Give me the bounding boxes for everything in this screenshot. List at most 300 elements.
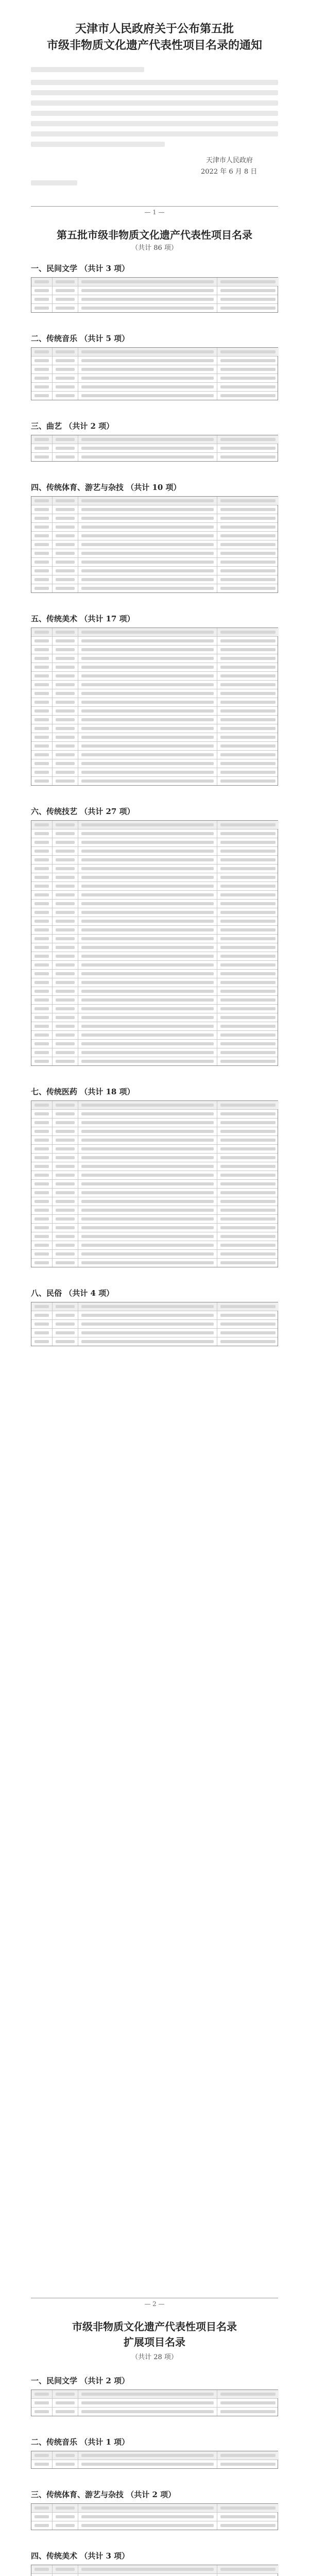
cell-text-placeholder	[81, 683, 214, 686]
cell-text-placeholder	[81, 893, 214, 896]
table-cell	[217, 935, 279, 943]
table-cell	[217, 278, 279, 286]
cell-text-placeholder	[35, 1305, 49, 1308]
table-row	[31, 557, 278, 566]
table-cell	[31, 908, 52, 917]
cell-text-placeholder	[35, 955, 49, 958]
table-cell	[52, 935, 78, 943]
cell-text-placeholder	[56, 1051, 75, 1054]
project-table	[31, 347, 278, 400]
cell-text-placeholder	[81, 1244, 214, 1247]
table-cell	[217, 751, 279, 759]
table-cell	[78, 777, 217, 785]
table-cell	[217, 1154, 279, 1162]
table-header-row	[31, 2565, 278, 2573]
cell-text-placeholder	[220, 1130, 276, 1133]
cell-text-placeholder	[220, 1235, 276, 1238]
cell-text-placeholder	[56, 561, 75, 564]
table-row	[31, 382, 278, 391]
table-cell	[31, 383, 52, 391]
table-row	[31, 1311, 278, 1319]
table-cell	[31, 751, 52, 759]
table-cell	[31, 1127, 52, 1136]
table-cell	[78, 900, 217, 908]
table-row	[31, 1249, 278, 1258]
table-cell	[78, 1189, 217, 1197]
cell-text-placeholder	[81, 1200, 214, 1203]
table-cell	[217, 1101, 279, 1109]
issue-date: 2022 年 6 月 8 日	[201, 168, 258, 176]
table-cell	[78, 1101, 217, 1109]
cell-text-placeholder	[35, 552, 49, 555]
table-cell	[31, 961, 52, 969]
table-cell	[78, 724, 217, 733]
cell-text-placeholder	[81, 841, 214, 844]
table-cell	[217, 2504, 279, 2512]
table-cell	[52, 654, 78, 663]
table-cell	[217, 2565, 279, 2573]
cell-text-placeholder	[56, 718, 75, 721]
table-row	[31, 303, 278, 312]
cell-text-placeholder	[81, 1042, 214, 1045]
table-cell	[78, 742, 217, 750]
table-cell	[78, 2451, 217, 2460]
cell-text-placeholder	[35, 648, 49, 651]
table-cell	[52, 1224, 78, 1232]
cell-text-placeholder	[35, 561, 49, 564]
table-cell	[217, 829, 279, 838]
table-cell	[31, 1040, 52, 1048]
table-cell	[78, 1022, 217, 1030]
table-cell	[217, 1048, 279, 1057]
table-cell	[52, 453, 78, 461]
table-cell	[31, 1145, 52, 1153]
table-row	[31, 365, 278, 374]
cell-text-placeholder	[56, 674, 75, 677]
cell-text-placeholder	[220, 2454, 276, 2457]
section-heading: 三、传统体育、游艺与杂技 （共计 2 项）	[31, 2490, 176, 2499]
table-header-row	[31, 2390, 278, 2398]
table-cell	[78, 549, 217, 557]
table-row	[31, 2573, 278, 2576]
cell-text-placeholder	[56, 578, 75, 581]
table-cell	[52, 637, 78, 645]
cell-text-placeholder	[220, 394, 276, 397]
table-cell	[52, 357, 78, 365]
cell-text-placeholder	[35, 771, 49, 774]
cell-text-placeholder	[81, 2506, 214, 2510]
cell-text-placeholder	[81, 359, 214, 362]
table-cell	[217, 943, 279, 952]
cell-text-placeholder	[56, 280, 75, 283]
table-cell	[217, 1127, 279, 1136]
cell-text-placeholder	[56, 1147, 75, 1150]
table-cell	[217, 575, 279, 584]
cell-text-placeholder	[81, 1261, 214, 1264]
table-cell	[78, 733, 217, 741]
table-cell	[52, 1189, 78, 1197]
cell-text-placeholder	[56, 1323, 75, 1326]
table-row	[31, 295, 278, 303]
cell-text-placeholder	[56, 963, 75, 967]
cell-text-placeholder	[35, 876, 49, 879]
table-row	[31, 1214, 278, 1223]
cell-text-placeholder	[35, 1252, 49, 1256]
cell-text-placeholder	[56, 438, 75, 441]
table-cell	[52, 987, 78, 995]
project-table	[31, 628, 278, 786]
table-cell	[78, 1215, 217, 1223]
cell-text-placeholder	[220, 657, 276, 660]
cell-text-placeholder	[56, 1314, 75, 1317]
table-cell	[52, 996, 78, 1004]
cell-text-placeholder	[35, 902, 49, 905]
cell-text-placeholder	[56, 307, 75, 310]
table-cell	[217, 768, 279, 776]
cell-text-placeholder	[35, 2454, 49, 2457]
table-row	[31, 1171, 278, 1179]
cell-text-placeholder	[220, 2506, 276, 2510]
table-row	[31, 1232, 278, 1241]
table-cell	[52, 978, 78, 987]
cell-text-placeholder	[81, 885, 214, 888]
cell-text-placeholder	[35, 368, 49, 371]
table-cell	[217, 2451, 279, 2460]
cell-text-placeholder	[220, 1033, 276, 1037]
cell-text-placeholder	[220, 1051, 276, 1054]
cell-text-placeholder	[81, 1139, 214, 1142]
table-cell	[31, 558, 52, 566]
cell-text-placeholder	[220, 289, 276, 292]
cell-text-placeholder	[56, 385, 75, 388]
table-cell	[52, 943, 78, 952]
cell-text-placeholder	[56, 648, 75, 651]
page-number: — 2 —	[144, 2300, 165, 2308]
table-cell	[78, 759, 217, 768]
cell-text-placeholder	[81, 779, 214, 783]
section-heading: 八、民俗 （共计 4 项）	[31, 1289, 114, 1298]
table-cell	[31, 357, 52, 365]
table-cell	[52, 2504, 78, 2512]
cell-text-placeholder	[35, 631, 49, 634]
cell-text-placeholder	[220, 1191, 276, 1194]
table-row	[31, 1004, 278, 1013]
cell-text-placeholder	[81, 289, 214, 292]
table-cell	[31, 891, 52, 899]
table-row	[31, 1337, 278, 1346]
table-cell	[31, 2390, 52, 2398]
cell-text-placeholder	[35, 359, 49, 362]
table-cell	[217, 1162, 279, 1171]
table-cell	[217, 821, 279, 829]
table-cell	[31, 1048, 52, 1057]
cell-text-placeholder	[81, 955, 214, 958]
cell-text-placeholder	[56, 1025, 75, 1028]
table-row	[31, 2512, 278, 2521]
table-cell	[217, 917, 279, 925]
cell-text-placeholder	[56, 2401, 75, 2404]
table-cell	[78, 707, 217, 715]
cell-text-placeholder	[35, 911, 49, 914]
table-cell	[52, 733, 78, 741]
section-heading: 二、传统音乐 （共计 1 项）	[31, 2437, 130, 2447]
table-cell	[52, 847, 78, 855]
table-cell	[217, 1337, 279, 1346]
table-row	[31, 680, 278, 689]
cell-text-placeholder	[81, 981, 214, 984]
table-cell	[78, 1005, 217, 1013]
table-cell	[52, 873, 78, 882]
table-cell	[78, 1337, 217, 1346]
table-cell	[78, 365, 217, 374]
table-cell	[78, 1013, 217, 1022]
cell-text-placeholder	[81, 963, 214, 967]
table-cell	[52, 1329, 78, 1337]
cell-text-placeholder	[56, 587, 75, 590]
table-cell	[31, 392, 52, 400]
table-cell	[217, 1057, 279, 1065]
table-cell	[78, 532, 217, 540]
cell-text-placeholder	[81, 1191, 214, 1194]
table-cell	[78, 540, 217, 549]
table-cell	[52, 707, 78, 715]
table-row	[31, 636, 278, 645]
cell-text-placeholder	[56, 2393, 75, 2396]
table-cell	[52, 2451, 78, 2460]
cell-text-placeholder	[81, 2410, 214, 2413]
cell-text-placeholder	[220, 517, 276, 520]
table-cell	[78, 1162, 217, 1171]
table-row	[31, 987, 278, 995]
cell-text-placeholder	[220, 631, 276, 634]
table-cell	[52, 1127, 78, 1136]
table-cell	[217, 891, 279, 899]
table-cell	[52, 505, 78, 514]
table-cell	[217, 847, 279, 855]
table-cell	[31, 348, 52, 356]
list1-total: （共计 86 项）	[131, 244, 178, 252]
table-row	[31, 759, 278, 768]
table-cell	[78, 1224, 217, 1232]
cell-text-placeholder	[81, 1112, 214, 1115]
project-table	[31, 820, 278, 1066]
cell-text-placeholder	[81, 377, 214, 380]
table-cell	[31, 374, 52, 382]
cell-text-placeholder	[35, 762, 49, 765]
cell-text-placeholder	[81, 744, 214, 748]
table-cell	[52, 295, 78, 303]
table-cell	[217, 584, 279, 592]
table-cell	[52, 1320, 78, 1328]
paragraph-line	[31, 90, 278, 95]
table-cell	[217, 348, 279, 356]
table-cell	[31, 1110, 52, 1118]
cell-text-placeholder	[81, 832, 214, 835]
table-cell	[31, 532, 52, 540]
table-cell	[78, 891, 217, 899]
project-table	[31, 2451, 278, 2469]
table-cell	[217, 2460, 279, 2468]
table-header-row	[31, 2451, 278, 2460]
cell-text-placeholder	[81, 990, 214, 993]
cell-text-placeholder	[81, 1051, 214, 1054]
cell-text-placeholder	[56, 990, 75, 993]
cell-text-placeholder	[35, 701, 49, 704]
table-cell	[52, 567, 78, 575]
cell-text-placeholder	[220, 455, 276, 459]
cell-text-placeholder	[35, 718, 49, 721]
cell-text-placeholder	[81, 517, 214, 520]
cell-text-placeholder	[35, 1331, 49, 1334]
cell-text-placeholder	[81, 350, 214, 353]
table-cell	[78, 1040, 217, 1048]
cell-text-placeholder	[56, 858, 75, 861]
cell-text-placeholder	[35, 2506, 49, 2510]
table-cell	[31, 733, 52, 741]
table-cell	[52, 1250, 78, 1258]
table-cell	[31, 1320, 52, 1328]
table-cell	[78, 1180, 217, 1188]
table-cell	[217, 1232, 279, 1241]
cell-text-placeholder	[81, 1060, 214, 1063]
cell-text-placeholder	[220, 1121, 276, 1124]
table-header-row	[31, 497, 278, 505]
cell-text-placeholder	[81, 718, 214, 721]
table-cell	[31, 435, 52, 444]
cell-text-placeholder	[220, 648, 276, 651]
table-cell	[78, 1320, 217, 1328]
cell-text-placeholder	[220, 972, 276, 975]
cell-text-placeholder	[35, 1156, 49, 1159]
cell-text-placeholder	[81, 1016, 214, 1019]
table-cell	[31, 2565, 52, 2573]
table-cell	[52, 628, 78, 636]
cell-text-placeholder	[56, 1130, 75, 1133]
table-cell	[217, 2521, 279, 2530]
cell-text-placeholder	[56, 727, 75, 730]
table-row	[31, 1039, 278, 1048]
cell-text-placeholder	[56, 359, 75, 362]
table-cell	[31, 1224, 52, 1232]
cell-text-placeholder	[35, 1016, 49, 1019]
cell-text-placeholder	[220, 779, 276, 783]
cell-text-placeholder	[81, 762, 214, 765]
cell-text-placeholder	[56, 1200, 75, 1203]
table-cell	[78, 497, 217, 505]
cell-text-placeholder	[81, 692, 214, 695]
cell-text-placeholder	[35, 867, 49, 870]
table-cell	[217, 1171, 279, 1179]
table-cell	[217, 392, 279, 400]
paragraph-line	[31, 180, 77, 185]
table-cell	[52, 856, 78, 864]
cell-text-placeholder	[56, 1331, 75, 1334]
cell-text-placeholder	[220, 1104, 276, 1107]
cell-text-placeholder	[35, 998, 49, 1002]
notice-title-line-2: 市级非物质文化遗产代表性项目名录的通知	[46, 39, 262, 52]
cell-text-placeholder	[220, 359, 276, 362]
table-cell	[78, 698, 217, 706]
cell-text-placeholder	[35, 1209, 49, 1212]
table-cell	[31, 1215, 52, 1223]
table-cell	[31, 654, 52, 663]
table-cell	[52, 1180, 78, 1188]
table-cell	[217, 759, 279, 768]
cell-text-placeholder	[81, 902, 214, 905]
table-cell	[217, 978, 279, 987]
table-cell	[78, 908, 217, 917]
table-cell	[217, 707, 279, 715]
table-cell	[217, 1040, 279, 1048]
table-cell	[52, 768, 78, 776]
table-cell	[31, 1206, 52, 1214]
table-cell	[217, 2390, 279, 2398]
table-cell	[78, 978, 217, 987]
table-row	[31, 925, 278, 934]
cell-text-placeholder	[56, 350, 75, 353]
cell-text-placeholder	[35, 377, 49, 380]
cell-text-placeholder	[56, 692, 75, 695]
table-cell	[217, 514, 279, 522]
table-cell	[217, 1241, 279, 1249]
cell-text-placeholder	[56, 639, 75, 642]
cell-text-placeholder	[56, 2524, 75, 2527]
table-row	[31, 776, 278, 785]
cell-text-placeholder	[35, 727, 49, 730]
cell-text-placeholder	[56, 377, 75, 380]
table-cell	[52, 2574, 78, 2576]
table-row	[31, 575, 278, 584]
table-cell	[52, 1171, 78, 1179]
table-row	[31, 768, 278, 776]
table-cell	[78, 1057, 217, 1065]
table-row	[31, 2407, 278, 2416]
table-cell	[78, 970, 217, 978]
table-row	[31, 724, 278, 733]
table-cell	[217, 742, 279, 750]
table-cell	[217, 1311, 279, 1319]
table-row	[31, 1022, 278, 1030]
table-cell	[217, 1329, 279, 1337]
table-cell	[31, 978, 52, 987]
project-table	[31, 1302, 278, 1346]
table-cell	[78, 856, 217, 864]
cell-text-placeholder	[56, 876, 75, 879]
table-cell	[31, 943, 52, 952]
cell-text-placeholder	[35, 534, 49, 537]
cell-text-placeholder	[35, 517, 49, 520]
cell-text-placeholder	[220, 727, 276, 730]
cell-text-placeholder	[81, 1323, 214, 1326]
table-cell	[31, 952, 52, 960]
table-cell	[217, 865, 279, 873]
table-cell	[217, 908, 279, 917]
table-cell	[217, 2574, 279, 2576]
table-cell	[31, 514, 52, 522]
cell-text-placeholder	[35, 1112, 49, 1115]
table-cell	[78, 1259, 217, 1267]
table-row	[31, 1188, 278, 1197]
table-cell	[52, 435, 78, 444]
cell-text-placeholder	[56, 744, 75, 748]
cell-text-placeholder	[220, 1147, 276, 1150]
cell-text-placeholder	[35, 674, 49, 677]
cell-text-placeholder	[35, 885, 49, 888]
cell-text-placeholder	[35, 639, 49, 642]
table-row	[31, 917, 278, 925]
table-cell	[78, 2399, 217, 2407]
table-cell	[78, 1031, 217, 1039]
